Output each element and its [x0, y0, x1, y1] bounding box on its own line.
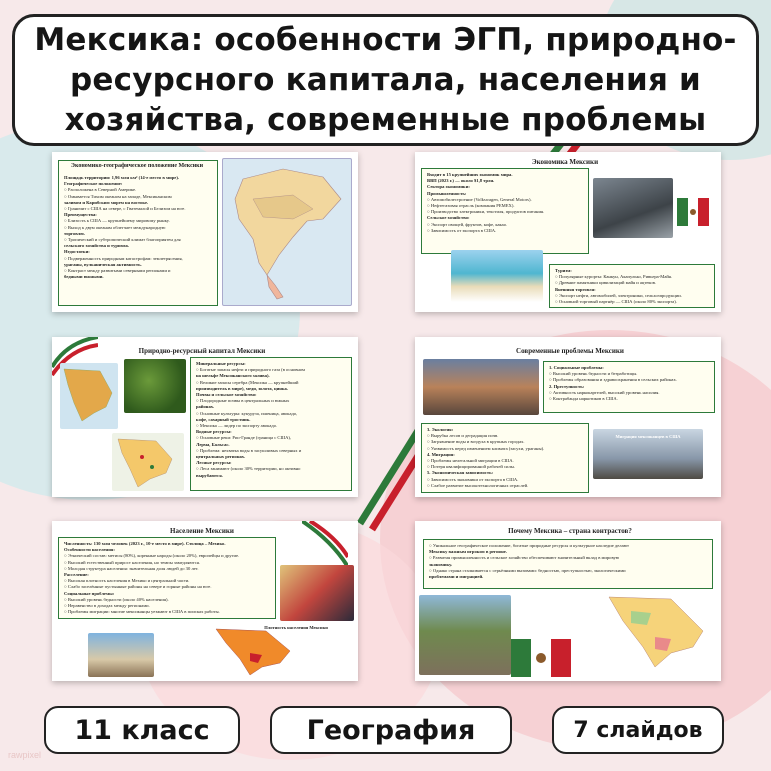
- slide-text-line: ○ Контраст между развитыми северными регионами и: [64, 268, 171, 274]
- slide-body: [64, 175, 212, 280]
- map-caption: Плотность населения Мексики: [264, 625, 328, 630]
- slide-title: Экономико-географическое положение Мексики: [70, 163, 204, 169]
- slide-text-line: ○ Зависимость от экспорта в США.: [427, 227, 497, 233]
- slide-body: [427, 172, 583, 234]
- slide-text-frame: [58, 160, 218, 306]
- slide-text-line: ○ Проблема: нехватка воды в засушливых северных и: [196, 447, 302, 453]
- slide-title: Природно-ресурсный капитал Мексики: [138, 347, 266, 355]
- slide-text-line: ○ Основной торговый партнёр — США (около 80% экспорта).: [555, 299, 677, 305]
- slide-text-line: 4. Миграция:: [427, 451, 455, 457]
- slide-text-frame: [421, 168, 589, 254]
- slide-thumbnail[interactable]: [415, 521, 721, 681]
- slide-text-line: ○ Высокий уровень бедности и безработицы.: [549, 371, 638, 377]
- slide-text-line: ○ Близость к США — крупнейшему мировому рынку.: [64, 218, 170, 224]
- slide-text-line: ○ Контрабанда наркотиков в США.: [549, 396, 618, 402]
- population-density-map: [210, 625, 306, 679]
- slide-text-line: 1. Социальные проблемы:: [549, 365, 604, 370]
- slide-text-line: ○ Развитая промышленность и сельское хозяйство обеспечивают значительный вклад в мировую: [429, 555, 620, 561]
- slide-text-line: ○ Древние памятники цивилизаций майя и ацтеков.: [555, 280, 657, 286]
- slide-text-line: ○ Популярные курорты: Канкун, Акапулько, Ривьера-Майя.: [555, 274, 673, 280]
- slide-text-line: ○ Богатые запасы нефти и природного газа (в основном: [196, 367, 305, 373]
- slide-text-line: сельского хозяйства и туризма.: [64, 243, 129, 249]
- slide-text-line: Входит в 15 крупнейших экономик мира.: [427, 172, 513, 177]
- slide-text-line: Туризм:: [555, 268, 572, 273]
- slide-text-line: ○ Проблемы миграции: многие мексиканцы уезжают в США в поисках работы.: [64, 609, 220, 615]
- slide-text-line: ○ Нефтегазовая отрасль (компания PEMEX).: [427, 203, 515, 209]
- slide-text-line: Недостатки:: [64, 249, 90, 255]
- slide-text-frame: [543, 361, 715, 413]
- slide-text-line: Площадь территории: 1,96 млн км² (14-е место в мире).: [64, 175, 180, 180]
- slide-text-line: ○ Высокий уровень бедности (около 40% населения).: [64, 596, 169, 602]
- slide-text-line: ○ Зависимость экономики от экспорта в США.: [427, 476, 519, 482]
- slide-text-line: Мексику важным игроком в регионе.: [429, 549, 507, 555]
- slide-body: [549, 365, 709, 402]
- slide-text-line: ○ Производство электроники, текстиля, продуктов питания.: [427, 209, 545, 215]
- slide-text-line: Лесные ресурсы:: [196, 460, 232, 466]
- slide-text-line: центральных регионах.: [196, 454, 246, 460]
- avocado-photo: [124, 359, 186, 413]
- regions-map: [601, 591, 717, 677]
- car-factory-photo: [593, 178, 673, 238]
- slide-body: [64, 541, 270, 615]
- mexico-relief-map: [60, 363, 118, 429]
- slide-text-line: заливом и Карибским морем на востоке.: [64, 199, 149, 205]
- flag-ribbon-decoration: [302, 521, 348, 567]
- title-card: [12, 14, 759, 146]
- slide-text-line: ○ Активность наркокартелей, высокий уровень насилия.: [549, 389, 660, 395]
- slide-text-line: на шельфе Мексиканского залива).: [196, 373, 270, 379]
- slide-thumbnail[interactable]: [415, 337, 721, 497]
- slide-thumbnail[interactable]: [52, 337, 358, 497]
- slide-text-line: ○ Вырубка лесов и деградация почв.: [427, 433, 499, 439]
- slide-text-line: ○ Молодая структура населения: значительная доля людей до 30 лет.: [64, 565, 199, 571]
- grade-badge: 11 класс: [44, 706, 240, 754]
- slide-text-line: бедными южными.: [64, 274, 104, 280]
- slide-text-line: ○ Загрязнение воды и воздуха в крупных городах.: [427, 439, 525, 445]
- slide-text-line: Сектора экономики:: [427, 184, 470, 190]
- slide-text-line: Сельское хозяйство:: [427, 215, 470, 221]
- mexico-flag: [511, 639, 571, 677]
- slide-text-line: производитель в мире), меди, золота, цинка.: [196, 385, 288, 391]
- slide-body: [427, 427, 583, 489]
- slide-text-line: Расселение:: [64, 572, 89, 578]
- slide-text-line: ○ Высокий естественный прирост населения, но темпы замедляются.: [64, 559, 201, 565]
- slide-body: [555, 268, 709, 305]
- market-photo: [423, 359, 539, 415]
- slide-text-line: 3. Экология:: [427, 427, 454, 432]
- slide-thumbnail[interactable]: [52, 152, 358, 312]
- slide-text-line: вырубаются.: [196, 472, 223, 478]
- page-title: Мексика: особенности ЭГП, природно-ресурсного капитала, населения и хозяйства, современные проблемы: [34, 22, 737, 138]
- north-america-map: [222, 158, 352, 306]
- slide-text-line: ○ Проблемы образования и здравоохранения в сельских районах.: [549, 377, 677, 383]
- slide-text-line: ○ Выход к двум океанам облегчает международную: [64, 224, 166, 230]
- slide-text-line: ○ Автомобилестроение (Volkswagen, General Motors).: [427, 196, 532, 202]
- slide-text-line: ○ Уязвимость перед изменением климата (засухи, ураганы).: [427, 445, 545, 451]
- slide-body: [196, 361, 346, 479]
- slide-title: Почему Мексика – страна контрастов?: [508, 527, 632, 535]
- slide-title: Экономика Мексики: [531, 158, 599, 166]
- slide-text-line: экономику.: [429, 561, 453, 567]
- slide-thumbnail[interactable]: [52, 521, 358, 681]
- mexico-flag-emblem: [677, 192, 709, 232]
- slide-text-line: ВВП (2023 г.) — около $1,8 трлн.: [427, 178, 495, 184]
- slide-text-line: Водные ресурсы:: [196, 429, 232, 435]
- slide-text-line: ○ Великие запасы серебра (Мексика — крупнейший: [196, 379, 299, 385]
- slide-text-line: Географическое положение:: [64, 181, 123, 187]
- slide-text-line: ○ Тропический и субтропический климат благоприятен для: [64, 237, 181, 243]
- slide-text-line: ○ Слабо заселённые пустынные районы на севере и горные районы на юге.: [64, 584, 212, 590]
- slide-text-line: ураганы, вулканическая активность.: [64, 261, 142, 267]
- slide-text-line: ○ Основные культуры: кукуруза, пшеница, авокадо,: [196, 410, 298, 416]
- slide-text-line: Внешняя торговля:: [555, 286, 596, 292]
- slide-text-line: Почвы и сельское хозяйство:: [196, 392, 257, 398]
- slide-body: [429, 543, 707, 580]
- slide-text-line: ○ Омывается Тихим океаном на западе, Мексиканским: [64, 193, 172, 199]
- slide-text-line: ○ Граничит с США на севере, с Гватемалой и Белизом на юге.: [64, 206, 186, 212]
- slide-text-line: Минеральные ресурсы:: [196, 361, 246, 366]
- dancers-photo: [280, 565, 354, 621]
- resort-beach-photo: [451, 250, 543, 302]
- slide-text-line: ○ Расположена в Северной Америке.: [64, 187, 137, 193]
- slide-text-line: ○ Высокая плотность населения в Мехико и центральной части.: [64, 578, 190, 584]
- slide-text-line: ○ Экспорт нефти, автомобилей, электроники, сельхозпродукции.: [555, 292, 682, 298]
- slide-text-frame: [190, 357, 352, 491]
- slide-text-line: Социальные проблемы:: [64, 590, 115, 596]
- slide-text-line: 2. Преступность:: [549, 383, 585, 389]
- slide-text-line: ○ Однако страна сталкивается с серьёзными вызовами: бедностью, преступностью, экологическими: [429, 567, 626, 573]
- slide-text-line: 5. Экономическая зависимость:: [427, 470, 494, 476]
- slide-text-line: Численность: 130 млн человек (2023 г., 10-е место в мире). Столица – Мехико.: [64, 541, 226, 546]
- subject-badge: География: [270, 706, 512, 754]
- slide-text-line: ○ Слабое развитие высокотехнологичных отраслей.: [427, 482, 529, 488]
- slide-text-line: кофе, сахарный тростник.: [196, 416, 251, 422]
- slides-count-badge: 7 слайдов: [552, 706, 724, 754]
- slide-text-line: ○ Основные реки: Рио-Гранде (граница с США),: [196, 435, 292, 441]
- slide-text-frame: [423, 539, 713, 589]
- slide-text-line: ○ Этнический состав: метисы (80%), коренные народы (около 20%), европейцы и другие.: [64, 553, 240, 559]
- slide-text-line: ○ Неравенство в доходах между регионами.: [64, 603, 150, 609]
- slide-text-line: проблемами и миграцией.: [429, 574, 484, 580]
- slide-title: Современные проблемы Мексики: [516, 347, 624, 355]
- slide-thumbnail[interactable]: [415, 152, 721, 312]
- slide-text-line: Особенности населения:: [64, 547, 115, 553]
- slide-text-line: Промышленность:: [427, 190, 467, 196]
- slide-text-line: ○ Леса занимают (около 30% территории, но активно: [196, 466, 301, 472]
- slide-text-frame: [58, 537, 276, 619]
- watermark: rawpixel: [8, 750, 42, 760]
- slide-text-line: ○ Уникальное географическое положение, богатые природные ресурсы и культурное наследие делают: [429, 543, 630, 548]
- pyramid-photo: [419, 595, 511, 675]
- slide-text-line: торговлю.: [64, 230, 85, 236]
- slide-text-line: Преимущества:: [64, 212, 97, 218]
- resources-map: [112, 433, 184, 491]
- slide-text-line: ○ Потеря квалифицированной рабочей силы.: [427, 464, 515, 470]
- photo-caption: Миграция мексиканцев в США: [615, 434, 681, 439]
- slide-text-frame: [421, 423, 589, 493]
- cathedral-photo: [88, 633, 154, 677]
- slide-title: Население Мексики: [170, 527, 234, 535]
- slide-text-line: Лерма, Бальсас.: [196, 441, 230, 447]
- slide-text-line: ○ Мексика — лидер по экспорту авокадо.: [196, 423, 278, 429]
- slide-text-line: ○ Экспорт овощей, фруктов, кофе, какао.: [427, 221, 508, 227]
- slide-text-line: ○ Проблемы нелегальной миграции в США.: [427, 458, 514, 464]
- slide-text-line: ○ Плодородные почвы в центральных и южных: [196, 398, 290, 404]
- slide-text-line: районах.: [196, 404, 215, 410]
- slide-text-frame: [549, 264, 715, 308]
- slide-text-line: ○ Подверженность природным катастрофам: землетрясения,: [64, 255, 183, 261]
